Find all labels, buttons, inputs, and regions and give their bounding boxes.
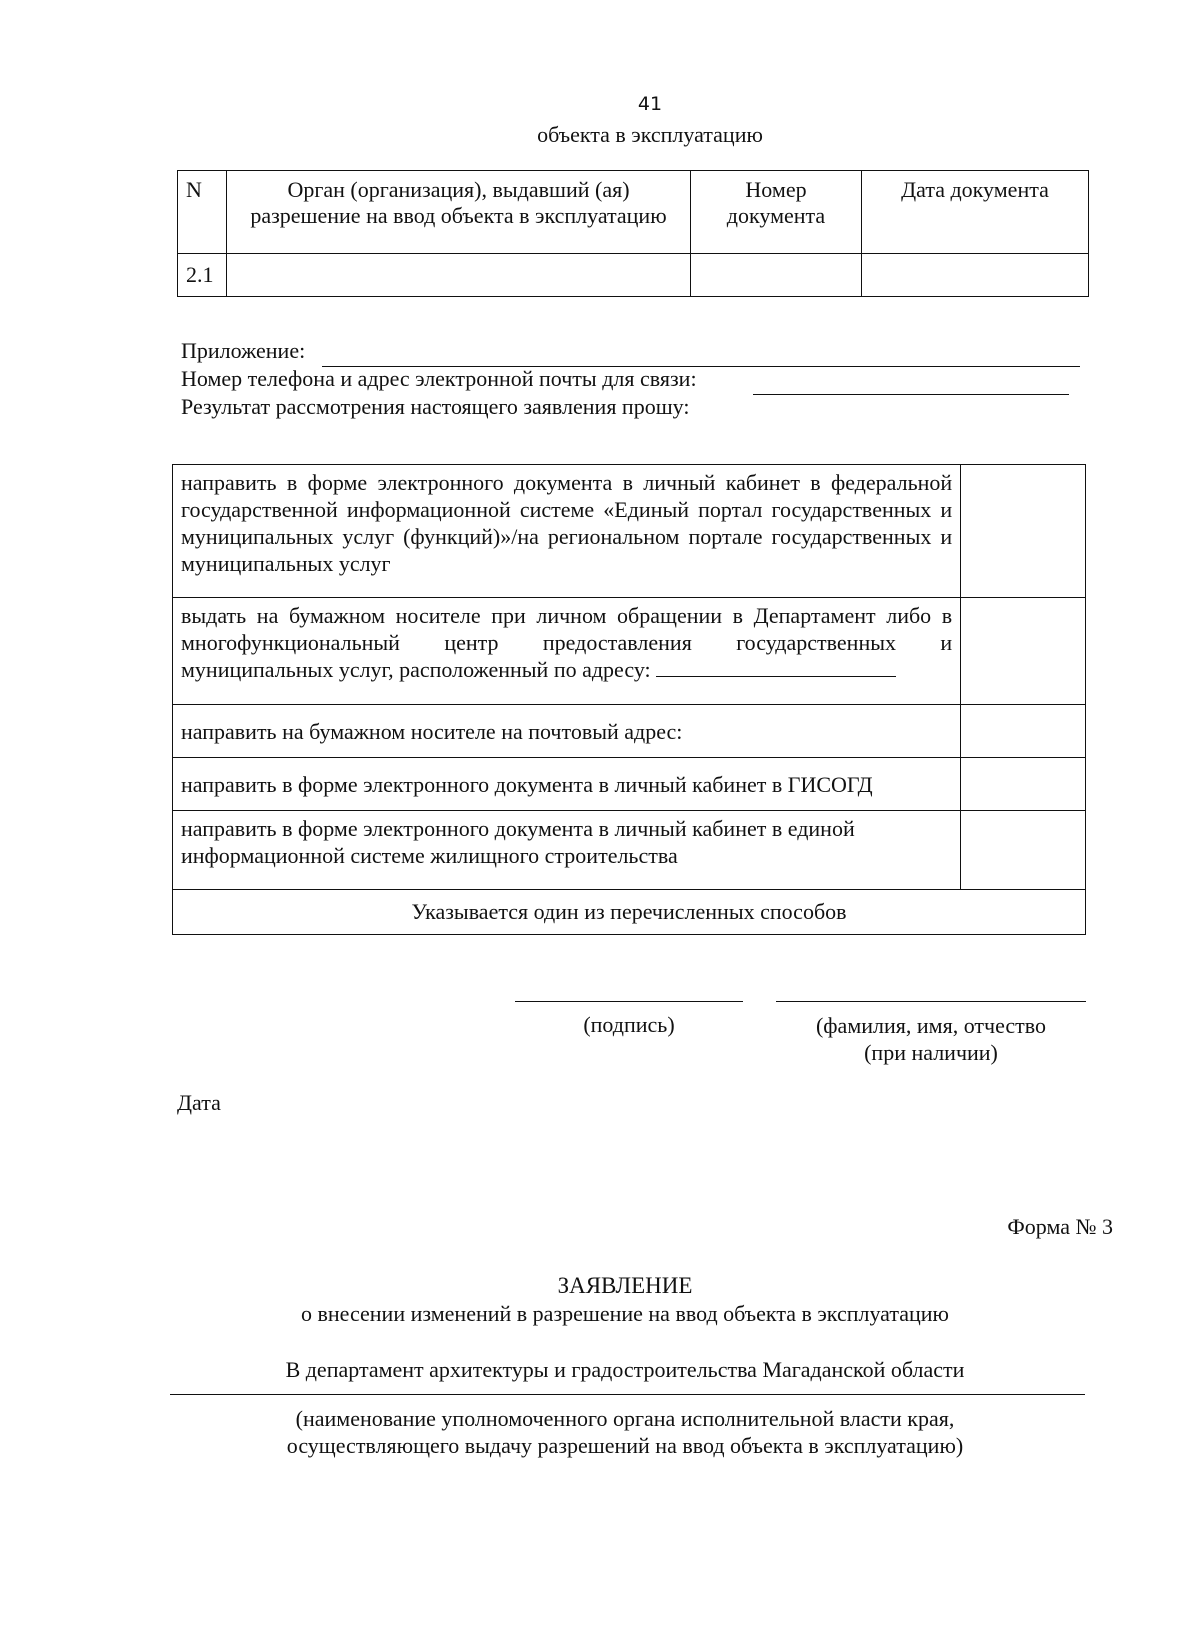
delivery-note: Указывается один из перечисленных способов	[173, 890, 1086, 935]
full-name-field[interactable]	[776, 1001, 1086, 1002]
attachment-label: Приложение:	[181, 338, 306, 363]
list-item	[173, 465, 1086, 598]
option-post-checkbox[interactable]	[961, 705, 1086, 758]
cell-authority[interactable]	[227, 254, 691, 297]
address-field[interactable]	[656, 658, 896, 677]
full-name-caption-line2: (при наличии)	[864, 1040, 998, 1065]
recipient-name[interactable]: В департамент архитектуры и градостроительства Магаданской области	[285, 1357, 965, 1382]
option-paper-personal-checkbox[interactable]	[961, 598, 1086, 705]
list-item	[173, 758, 1086, 811]
option-epgu-label: направить в форме электронного документа в личный кабинет в федеральной государственной информационной системе «Единый портал государственных и муниципальных услуг (функций)»/на региональном портале государственных и муниципальных услуг	[173, 465, 961, 598]
header-authority: Орган (организация), выдавший (ая) разрешение на ввод объекта в эксплуатацию	[227, 171, 691, 254]
contact-label: Номер телефона и адрес электронной почты для связи:	[181, 366, 697, 391]
option-eisgs-checkbox[interactable]	[961, 811, 1086, 890]
contact-field[interactable]	[753, 394, 1069, 395]
table-row	[178, 254, 1089, 297]
option-eisgs-label: направить в форме электронного документа в личный кабинет в единой информационной системе жилищного строительства	[173, 811, 961, 890]
date-label: Дата	[177, 1090, 221, 1115]
form-title: ЗАЯВЛЕНИЕ	[557, 1273, 693, 1298]
recipient-underline	[170, 1394, 1085, 1395]
option-epgu-checkbox[interactable]	[961, 465, 1086, 598]
full-name-caption-line1: (фамилия, имя, отчество	[815, 1013, 1047, 1038]
option-post-label: направить на бумажном носителе на почтовый адрес:	[173, 705, 961, 758]
permit-table	[177, 170, 1089, 297]
list-item	[173, 811, 1086, 890]
option-gisogd-label: направить в форме электронного документа в личный кабинет в ГИСОГД	[173, 758, 961, 811]
option-paper-personal	[173, 598, 961, 705]
header-doc-number: Номер документа	[691, 171, 862, 254]
recipient-caption-line1: (наименование уполномоченного органа исполнительной власти края,	[295, 1406, 955, 1431]
form-subtitle: о внесении изменений в разрешение на ввод объекта в эксплуатацию	[301, 1301, 949, 1326]
list-item	[173, 598, 1086, 705]
signature-field[interactable]	[515, 1001, 743, 1002]
option-paper-personal-label: выдать на бумажном носителе при личном обращении в Департамент либо в многофункциональный центр предоставления государственных и муниципальных услуг, расположенный по адресу:	[181, 603, 953, 682]
recipient-caption-line2: осуществляющего выдачу разрешений на ввод объекта в эксплуатацию)	[286, 1433, 964, 1458]
signature-caption: (подпись)	[583, 1012, 675, 1037]
header-number: N	[178, 171, 227, 254]
cell-doc-number[interactable]	[691, 254, 862, 297]
page-number: 41	[637, 93, 663, 115]
list-item	[173, 705, 1086, 758]
row-number: 2.1	[178, 254, 227, 297]
result-label: Результат рассмотрения настоящего заявления прошу:	[181, 394, 690, 419]
delivery-options-table	[172, 464, 1086, 935]
delivery-note-row	[173, 890, 1086, 935]
permit-table-header	[178, 171, 1089, 254]
cell-doc-date[interactable]	[862, 254, 1089, 297]
option-gisogd-checkbox[interactable]	[961, 758, 1086, 811]
form-number: Форма № 3	[1007, 1214, 1113, 1239]
header-doc-date: Дата документа	[862, 171, 1089, 254]
continued-heading: объекта в эксплуатацию	[537, 122, 763, 147]
